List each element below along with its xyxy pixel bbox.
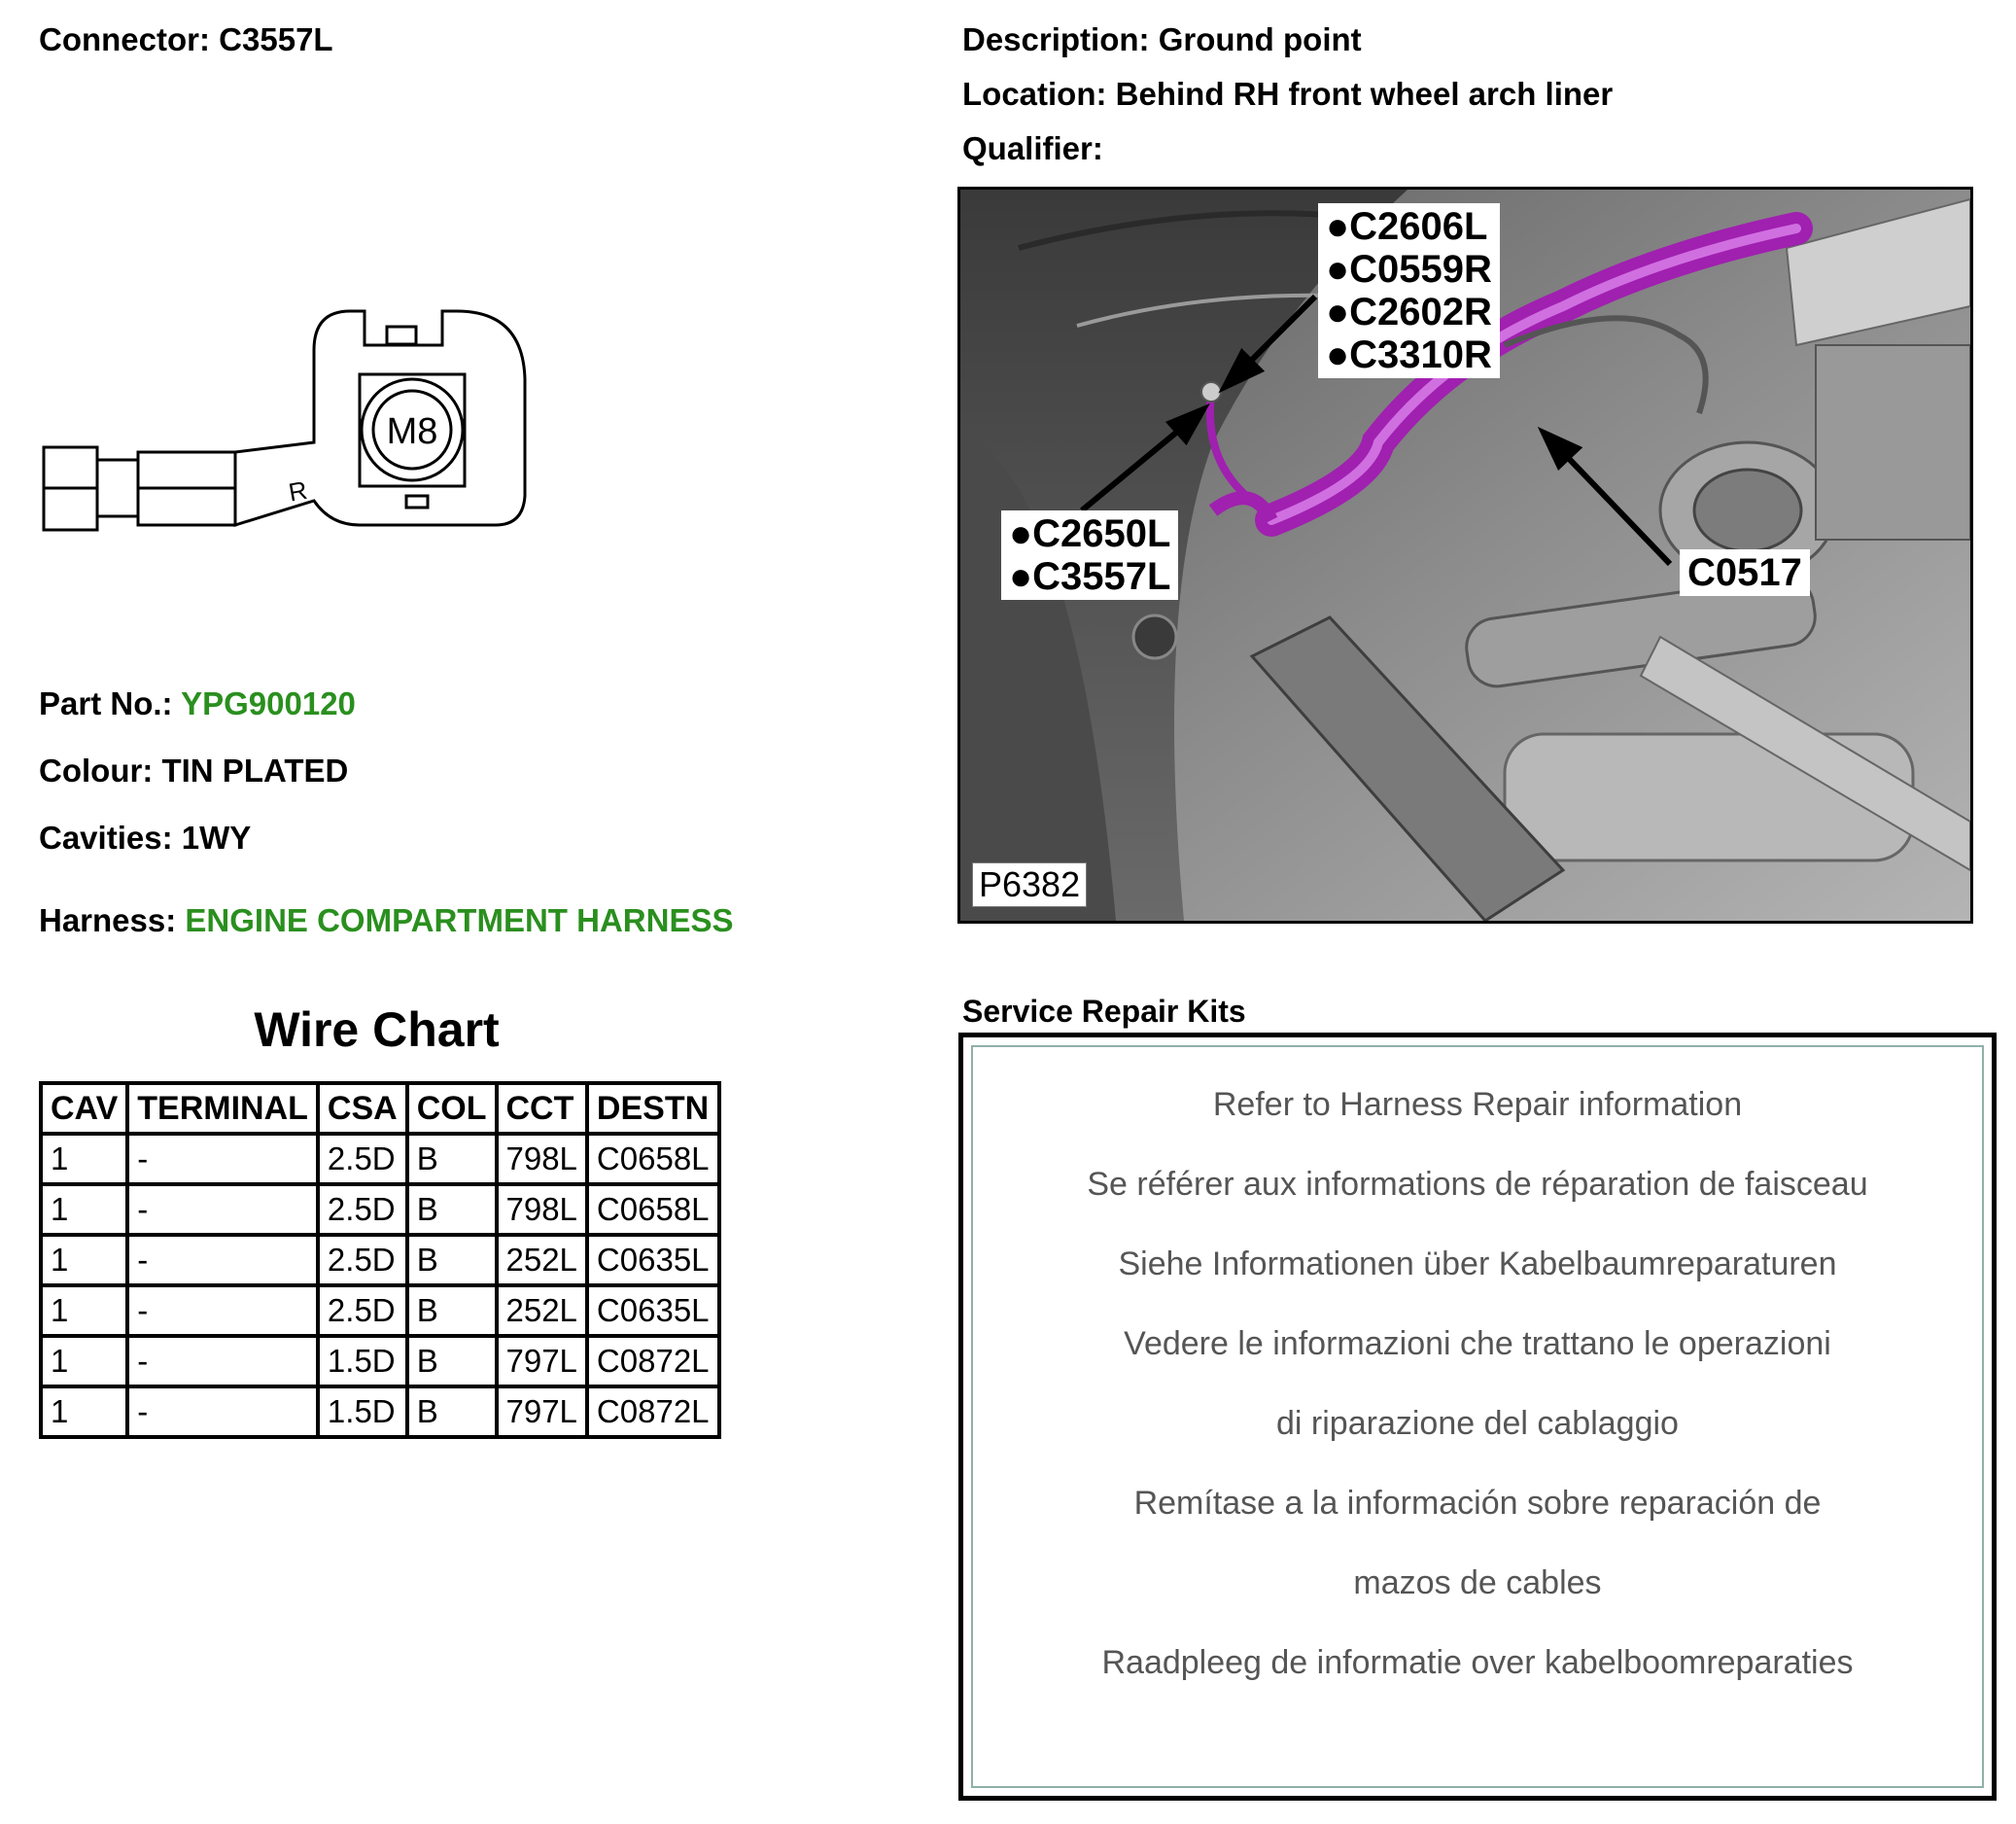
kit-line-de: Siehe Informationen über Kabelbaumreparaturen (1118, 1245, 1837, 1282)
table-row (41, 1235, 719, 1285)
part-number-link[interactable]: YPG900120 (181, 685, 356, 721)
cell-col: B (407, 1336, 497, 1386)
colour-label: Colour: (39, 753, 154, 789)
header-cct: CCT (497, 1083, 587, 1134)
cell-cav: 1 (41, 1184, 127, 1235)
part-label: Part No.: (39, 685, 173, 721)
cavities-label: Cavities: (39, 820, 173, 856)
cell-terminal: - (127, 1184, 318, 1235)
description-line (962, 21, 1362, 58)
cell-cct: 798L (497, 1134, 587, 1184)
cell-terminal: - (127, 1336, 318, 1386)
callout-item[interactable]: ●C2606L (1326, 205, 1488, 248)
connector-value: C3557L (219, 21, 333, 57)
connector-label: Connector: (39, 21, 210, 57)
connector-line (39, 21, 333, 58)
callout-item[interactable]: ●C3310R (1326, 333, 1492, 376)
harness-label: Harness: (39, 902, 177, 938)
table-row (41, 1336, 719, 1386)
cell-terminal: - (127, 1285, 318, 1336)
cell-destn[interactable]: C0635L (587, 1285, 719, 1336)
cell-col: B (407, 1285, 497, 1336)
service-repair-kits-title: Service Repair Kits (962, 994, 1246, 1029)
callout-left (1001, 510, 1178, 600)
bullet-icon: ● (1326, 205, 1350, 248)
cell-cav: 1 (41, 1235, 127, 1285)
cell-csa: 2.5D (318, 1134, 407, 1184)
cell-csa: 2.5D (318, 1235, 407, 1285)
bullet-icon: ● (1326, 248, 1350, 291)
ring-terminal-diagram (39, 301, 544, 535)
kit-line-nl: Raadpleeg de informatie over kabelboomreparaties (1101, 1644, 1854, 1681)
cell-cav: 1 (41, 1336, 127, 1386)
qualifier-line (962, 130, 1103, 167)
cell-destn[interactable]: C0658L (587, 1184, 719, 1235)
cell-col: B (407, 1235, 497, 1285)
cell-destn[interactable]: C0872L (587, 1336, 719, 1386)
description-value: Ground point (1158, 21, 1362, 57)
kit-line-it-2: di riparazione del cablaggio (1276, 1405, 1679, 1442)
callout-item[interactable]: ●C2602R (1326, 291, 1492, 333)
cell-cct: 252L (497, 1285, 587, 1336)
stud-size-label: M8 (386, 411, 438, 452)
location-value: Behind RH front wheel arch liner (1115, 76, 1614, 112)
terminal-mark: R (286, 474, 310, 508)
cell-destn[interactable]: C0658L (587, 1134, 719, 1184)
bullet-icon: ● (1326, 333, 1350, 376)
bullet-icon: ● (1009, 555, 1033, 598)
header-destn: DESTN (587, 1083, 719, 1134)
cavities-line (39, 820, 251, 857)
bullet-icon: ● (1326, 291, 1350, 333)
callout-item[interactable]: ●C2650L (1009, 512, 1171, 555)
qualifier-label: Qualifier: (962, 130, 1103, 166)
cell-cct: 797L (497, 1386, 587, 1437)
cell-cav: 1 (41, 1134, 127, 1184)
callout-right[interactable]: C0517 (1680, 549, 1810, 596)
callout-top (1318, 203, 1500, 378)
colour-line (39, 753, 348, 789)
cell-cav: 1 (41, 1386, 127, 1437)
cell-csa: 2.5D (318, 1285, 407, 1336)
cell-csa: 1.5D (318, 1336, 407, 1386)
bullet-icon: ● (1009, 512, 1033, 555)
kit-line-en: Refer to Harness Repair information (1212, 1086, 1743, 1123)
cell-cct: 798L (497, 1184, 587, 1235)
cell-col: B (407, 1134, 497, 1184)
wire-chart-table (39, 1081, 721, 1439)
photo-id-label: P6382 (972, 862, 1087, 907)
wire-chart-header-row (41, 1083, 719, 1134)
kit-line-es-1: Remítase a la información sobre reparación de (1133, 1485, 1822, 1522)
header-csa: CSA (318, 1083, 407, 1134)
cavities-value: 1WY (181, 820, 252, 856)
harness-link[interactable]: ENGINE COMPARTMENT HARNESS (185, 902, 734, 938)
table-row (41, 1184, 719, 1235)
service-repair-kits-inner (971, 1045, 1984, 1788)
service-repair-kits-panel (958, 1033, 1997, 1801)
header-col: COL (407, 1083, 497, 1134)
location-line (962, 76, 1613, 113)
cell-csa: 2.5D (318, 1184, 407, 1235)
location-photo (957, 187, 1973, 924)
table-row (41, 1386, 719, 1437)
description-label: Description: (962, 21, 1150, 57)
callout-item[interactable]: ●C3557L (1009, 555, 1171, 598)
header-terminal: TERMINAL (127, 1083, 318, 1134)
header-cav: CAV (41, 1083, 127, 1134)
table-row (41, 1285, 719, 1336)
colour-value: TIN PLATED (161, 753, 349, 789)
cell-cav: 1 (41, 1285, 127, 1336)
harness-line (39, 902, 733, 939)
cell-cct: 797L (497, 1336, 587, 1386)
wire-chart-title: Wire Chart (254, 1002, 500, 1057)
table-row (41, 1134, 719, 1184)
cell-col: B (407, 1184, 497, 1235)
cell-cct: 252L (497, 1235, 587, 1285)
callout-item[interactable]: ●C0559R (1326, 248, 1492, 291)
cell-csa: 1.5D (318, 1386, 407, 1437)
cell-terminal: - (127, 1386, 318, 1437)
cell-terminal: - (127, 1235, 318, 1285)
cell-col: B (407, 1386, 497, 1437)
cell-destn[interactable]: C0872L (587, 1386, 719, 1437)
kit-line-it-1: Vedere le informazioni che trattano le operazioni (1124, 1325, 1831, 1362)
kit-line-es-2: mazos de cables (1353, 1564, 1602, 1601)
kit-line-fr: Se référer aux informations de réparation de faisceau (1087, 1166, 1868, 1203)
cell-terminal: - (127, 1134, 318, 1184)
location-label: Location: (962, 76, 1107, 112)
cell-destn[interactable]: C0635L (587, 1235, 719, 1285)
part-number-line (39, 685, 356, 722)
